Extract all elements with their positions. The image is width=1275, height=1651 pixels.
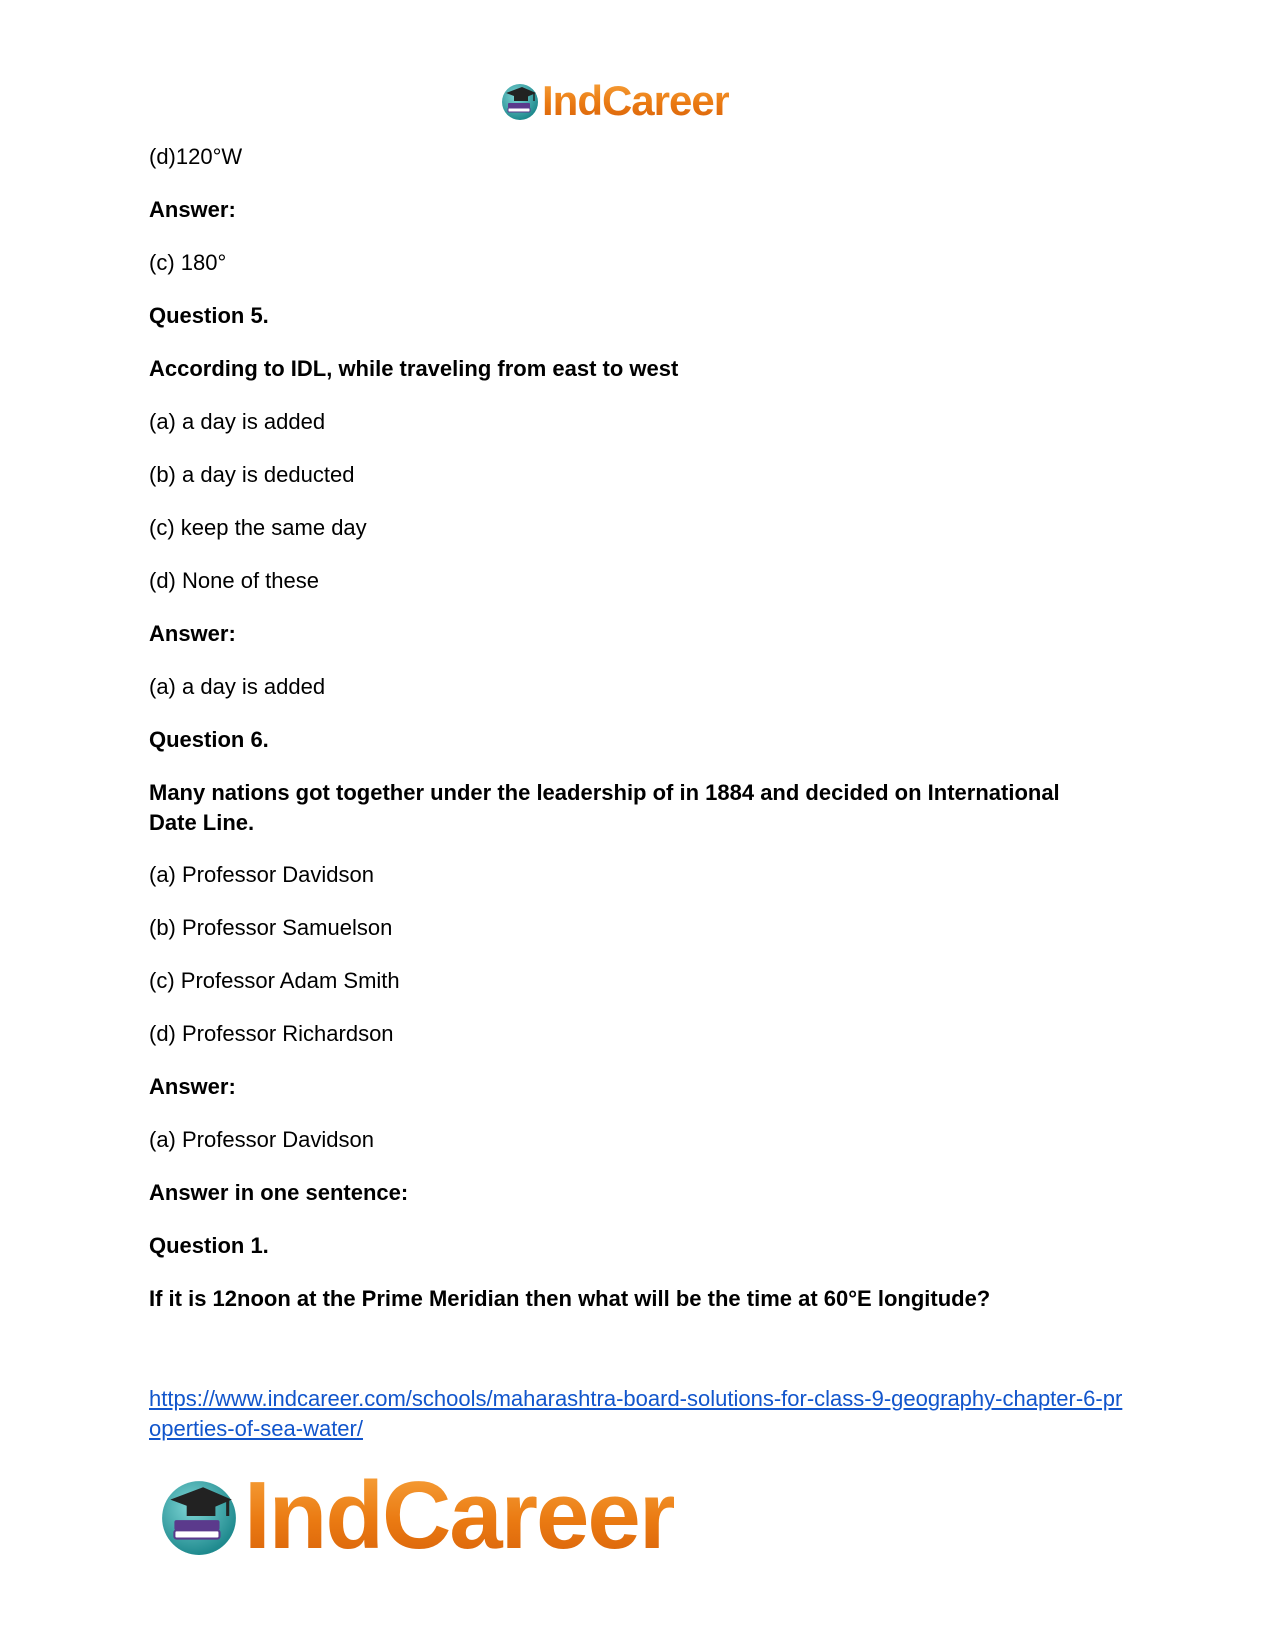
question-6-label: Question 6. — [149, 727, 269, 752]
answer-text: (c) 180° — [149, 250, 227, 275]
graduation-globe-icon — [500, 81, 540, 121]
option-c: (c) keep the same day — [149, 515, 367, 540]
question-5-text: According to IDL, while traveling from east to west — [149, 356, 679, 381]
option-a: (a) Professor Davidson — [149, 862, 374, 887]
answer-text: (a) Professor Davidson — [149, 1127, 374, 1152]
answer-label: Answer: — [149, 197, 236, 222]
option-c: (c) Professor Adam Smith — [149, 968, 400, 993]
footer-logo — [158, 1462, 675, 1569]
option-b: (b) Professor Samuelson — [149, 915, 393, 940]
option-d: (d) None of these — [149, 568, 319, 593]
header-logo-text: IndCareer — [542, 77, 730, 124]
question-5-label: Question 5. — [149, 303, 269, 328]
answer-label: Answer: — [149, 1074, 236, 1099]
question-6-text: Many nations got together under the leadership of in 1884 and decided on International Date Line. — [149, 780, 1060, 835]
answer-label: Answer: — [149, 621, 236, 646]
question-1-text: If it is 12noon at the Prime Meridian then what will be the time at 60°E longitude? — [149, 1286, 991, 1311]
option-a: (a) a day is added — [149, 409, 326, 434]
section-heading: Answer in one sentence: — [149, 1180, 409, 1205]
answer-text: (a) a day is added — [149, 674, 326, 699]
question-1-label: Question 1. — [149, 1233, 269, 1258]
option-b: (b) a day is deducted — [149, 462, 355, 487]
option-d: (d)120°W — [149, 144, 243, 169]
footer-logo-text: IndCareer — [244, 1462, 675, 1569]
graduation-globe-icon — [158, 1475, 240, 1557]
source-link[interactable]: https://www.indcareer.com/schools/maharashtra-board-solutions-for-class-9-geography-chapter-6-properties-of-sea-water/ — [149, 1386, 1123, 1441]
header-logo — [500, 77, 730, 124]
option-d: (d) Professor Richardson — [149, 1021, 394, 1046]
